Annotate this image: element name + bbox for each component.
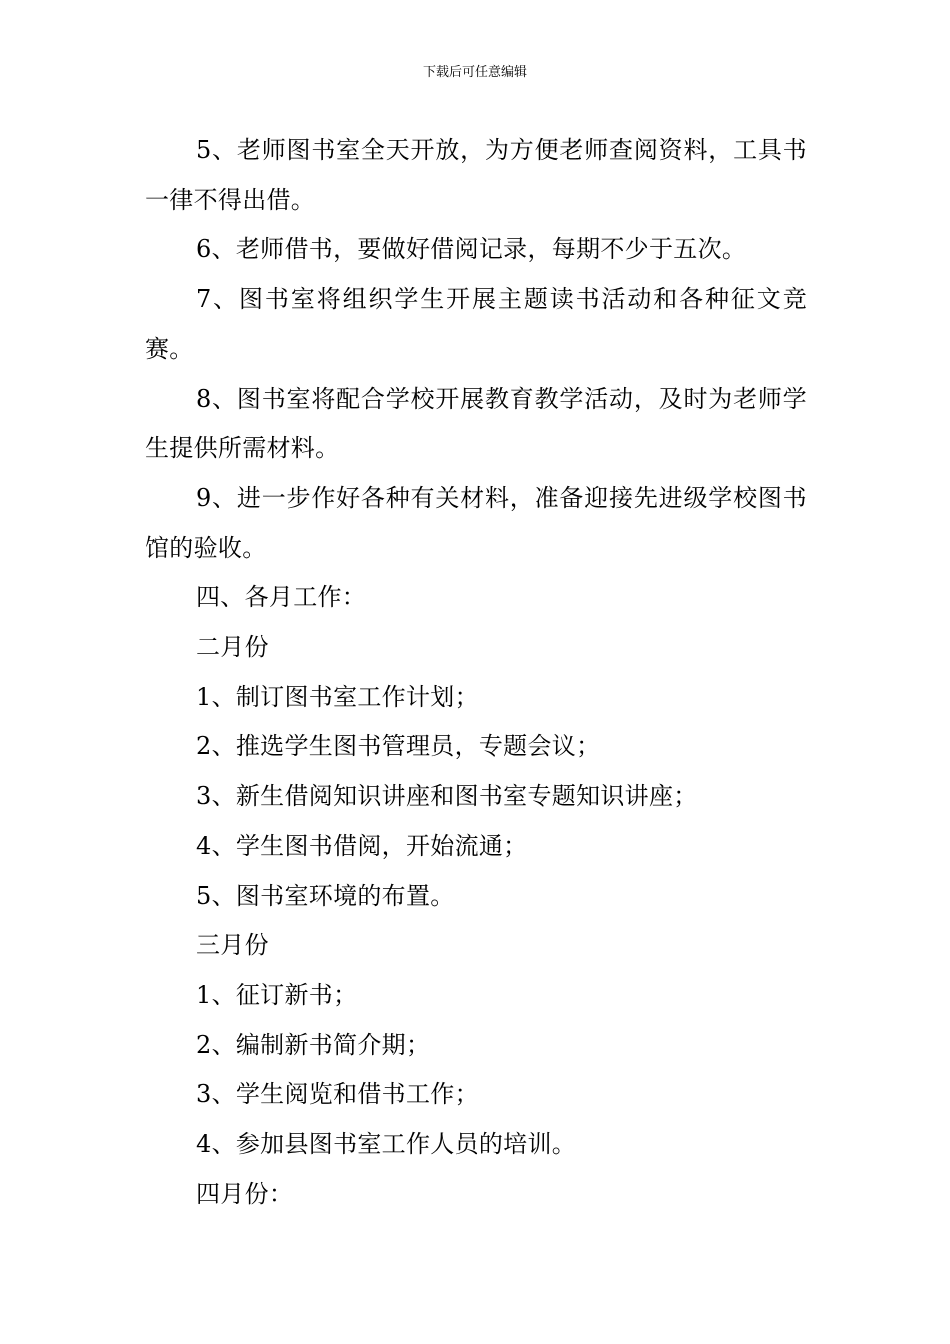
paragraph-reading-activities: 7、图书室将组织学生开展主题读书活动和各种征文竞赛。 bbox=[145, 285, 807, 363]
list-item: 4、参加县图书室工作人员的培训。 bbox=[196, 1130, 577, 1159]
paragraph-inspection-prep: 9、进一步作好各种有关材料，准备迎接先进级学校图书馆的验收。 bbox=[145, 483, 807, 562]
list-item: 2、推选学生图书管理员，专题会议； bbox=[196, 732, 601, 761]
paragraph-library-open-hours: 5、老师图书室全天开放，为方便老师查阅资料，工具书一律不得出借。 bbox=[145, 136, 807, 214]
list-item: 1、制订图书室工作计划； bbox=[196, 682, 479, 711]
list-item: 3、学生阅览和借书工作； bbox=[196, 1080, 479, 1109]
list-item: 5、图书室环境的布置。 bbox=[196, 881, 455, 910]
list-item: 3、新生借阅知识讲座和图书室专题知识讲座； bbox=[196, 782, 698, 811]
list-item: 4、学生图书借阅，开始流通； bbox=[196, 831, 528, 860]
page-header: 下载后可任意编辑 bbox=[422, 65, 527, 80]
month-heading-april: 四月份： bbox=[196, 1179, 294, 1208]
document-body bbox=[145, 126, 807, 1219]
month-heading-february: 二月份 bbox=[196, 633, 269, 662]
paragraph-school-cooperation: 8、图书室将配合学校开展教育教学活动，及时为老师学生提供所需材料。 bbox=[145, 384, 807, 463]
section-heading-monthly-work: 四、各月工作： bbox=[196, 583, 367, 612]
paragraph-teacher-borrowing: 6、老师借书，要做好借阅记录，每期不少于五次。 bbox=[196, 235, 747, 264]
list-item: 2、编制新书简介期； bbox=[196, 1030, 431, 1059]
month-heading-march: 三月份 bbox=[196, 931, 269, 960]
list-item: 1、征订新书； bbox=[196, 980, 358, 1009]
